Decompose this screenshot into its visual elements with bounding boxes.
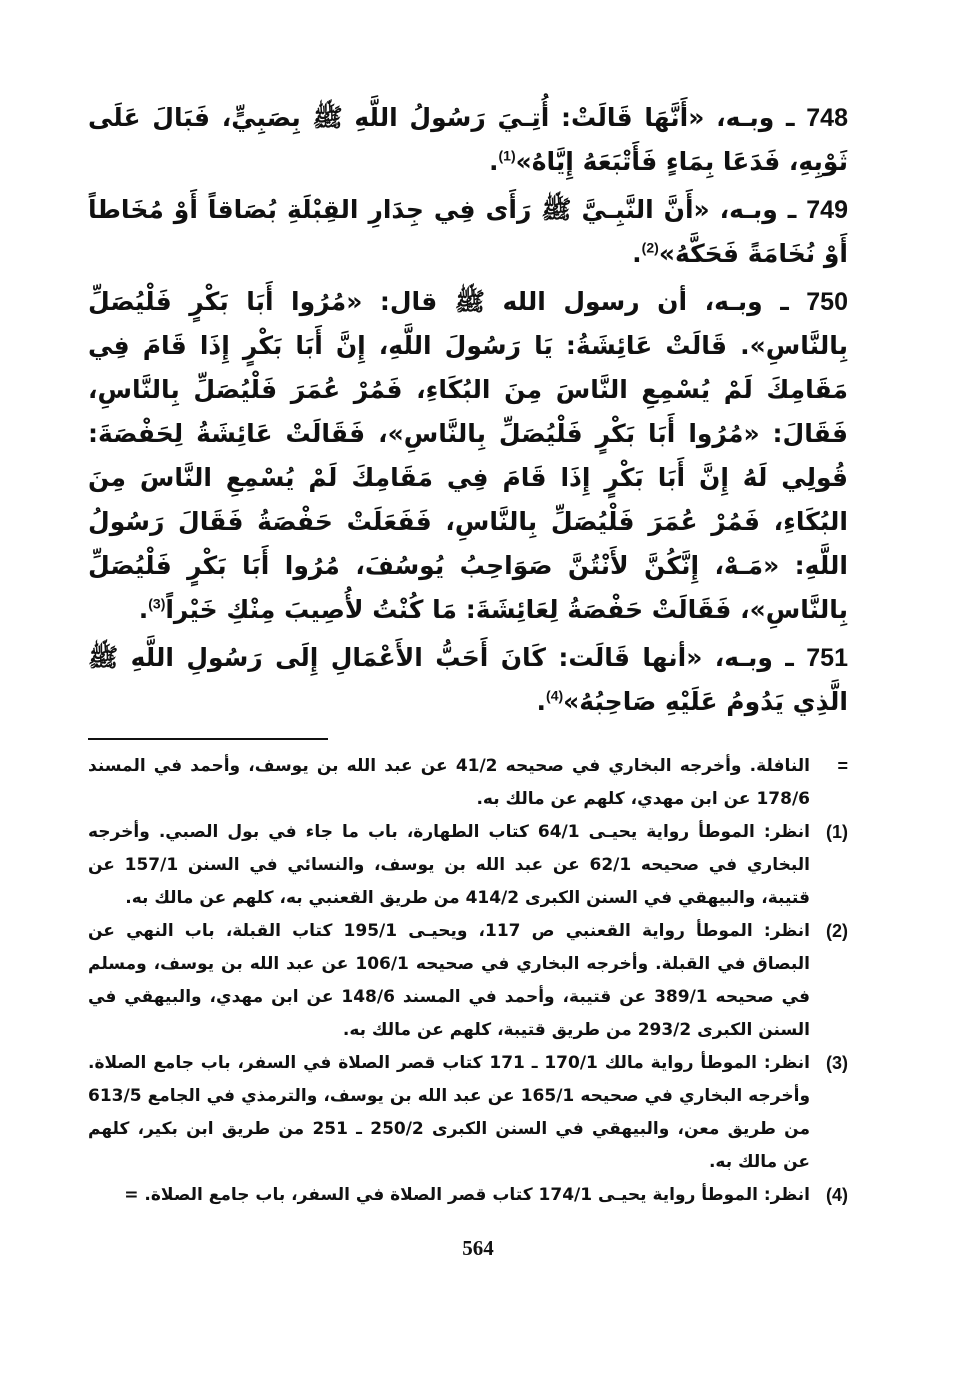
footnote-ref: (4) — [546, 687, 564, 704]
hadith-tail: . — [138, 595, 149, 624]
hadith-text: ـ وبـه، أن رسول الله ﷺ قال: «مُرُوا أَبَا بَكْرٍ فَلْيُصَلِّ بِالنَّاسِ». قَالَتْ عَائِشَةُ: يَا رَسُولَ اللَّهِ، إِنَّ أَبَا بَكْرٍ إِذَا قَامَ فِي مَقَامِكَ لَمْ يُسْمِعِ النَّاسَ مِنَ البُكَاءِ، فَمُرْ عُمَرَ فَلْيُصَلِّ بِالنَّاسِ، فَقَالَ: «مُرُوا أَبَا بَكْرٍ فَلْيُصَلِّ بِالنَّاسِ»، فَقَالَتْ عَائِشَةُ لِحَفْصَةَ: قُولِي لَهُ إِنَّ أَبَا بَكْرٍ إِذَا قَامَ فِي مَقَامِكَ لَمْ يُسْمِعِ النَّاسَ مِنَ البُكَاءِ، فَمُرْ عُمَرَ فَلْيُصَلِّ بِالنَّاسِ، فَفَعَلَتْ حَفْصَةُ فَقَالَ رَسُولُ اللَّهِ: «مَـهْ، إِنَّكُنَّ لأَنْتُنَّ صَوَاحِبُ يُوسُفَ، مُرُوا أَبَا بَكْرٍ فَلْيُصَلِّ بِالنَّاسِ»، فَقَالَتْ حَفْصَةُ لِعَائِشَةَ: مَا كُنْتُ لأُصِيبَ مِنْكِ خَيْراً — [88, 287, 848, 624]
hadith-text: ـ وبـه، «أنها قَالَت: كَانَ أَحَبُّ الأَعْمَالِ إِلَى رَسُولِ اللَّهِ ﷺ الَّذِي يَدُومُ عَلَيْهِ صَاحِبُهُ» — [88, 643, 848, 716]
footnote-4 — [88, 1179, 848, 1212]
footnote-ref: (1) — [498, 147, 516, 164]
footnote-text: انظر: الموطأ رواية القعنبي ص 117، ويحيـى 195/1 كتاب القبلة، باب النهي عن البصاق في القبلة. وأخرجه البخاري في صحيحه 106/1 عن عبد الله بن يوسف، ومسلم في صحيحه 389/1 عن قتيبة، وأحمد في المسند 148/6 عن ابن مهدي، والبيهقي في السنن الكبرى 293/2 من طريق قتيبة، كلهم عن مالك به. — [88, 921, 811, 1040]
footnote-text: انظر: الموطأ رواية يحيـى 174/1 كتاب قصر الصلاة في السفر، باب جامع الصلاة. = — [124, 1185, 810, 1205]
footnote-2 — [88, 915, 848, 1047]
footnote-text: النافلة. وأخرجه البخاري في صحيحه 41/2 عن عبد الله بن يوسف، وأحمد في المسند 178/6 عن ابن مهدي، كلهم عن مالك به. — [88, 756, 810, 809]
footnote-ref: (3) — [148, 595, 166, 612]
page-body — [88, 96, 848, 1212]
hadith-number: 750 — [806, 288, 848, 316]
hadith-751 — [88, 636, 848, 724]
footnote-marker: (3) — [825, 1053, 848, 1073]
footnote-ref: (2) — [641, 239, 659, 256]
hadith-748 — [88, 96, 848, 184]
hadith-750 — [88, 280, 848, 632]
hadith-tail: . — [536, 687, 547, 716]
hadith-tail: . — [488, 147, 499, 176]
hadith-tail: . — [632, 239, 642, 268]
footnote-3 — [88, 1047, 848, 1179]
hadith-text: ـ وبـه، «أَنَّهَا قَالَتْ: أُتِـيَ رَسُولُ اللَّهِ ﷺ بِصَبِيٍّ، فَبَالَ عَلَى ثَوْبِهِ، فَدَعَا بِمَاءٍ فَأَتْبَعَهُ إِيَّاهُ» — [88, 103, 848, 176]
hadith-number: 748 — [806, 104, 848, 132]
page-number: 564 — [462, 1236, 494, 1260]
footnote-marker: = — [837, 756, 848, 776]
footnote-continuation — [88, 750, 848, 816]
footnote-divider — [88, 738, 328, 740]
footnote-text: انظر: الموطأ رواية مالك 170/1 ـ 171 كتاب قصر الصلاة في السفر، باب جامع الصلاة. وأخرجه البخاري في صحيحه 165/1 عن عبد الله بن يوسف، والترمذي في الجامع 613/5 من طريق معن، والبيهقي في السنن الكبرى 250/2 ـ 251 من طريق ابن بكير، كلهم عن مالك به. — [88, 1053, 811, 1172]
hadith-number: 749 — [806, 196, 848, 224]
hadith-number: 751 — [806, 644, 848, 672]
footnote-text: انظر: الموطأ رواية يحيـى 64/1 كتاب الطهارة، باب ما جاء في بول الصبي. وأخرجه البخاري في صحيحه 62/1 عن عبد الله بن يوسف، والنسائي في السنن 157/1 عن قتيبة، والبيهقي في السنن الكبرى 414/2 من طريق القعنبي به، كلهم عن مالك به. — [88, 822, 811, 908]
footnote-marker: (2) — [825, 921, 848, 941]
footnote-1 — [88, 816, 848, 915]
footnote-marker: (1) — [825, 822, 848, 842]
footnotes — [88, 750, 848, 1212]
hadith-text: ـ وبـه، «أَنَّ النَّبِـيَّ ﷺ رَأَى فِي جِدَارِ القِبْلَةِ بُصَاقاً أَوْ مُخَاطاً أَوْ نُخَامَةً فَحَكَّهُ» — [88, 195, 848, 268]
hadith-749 — [88, 188, 848, 276]
footnote-marker: (4) — [825, 1185, 848, 1205]
